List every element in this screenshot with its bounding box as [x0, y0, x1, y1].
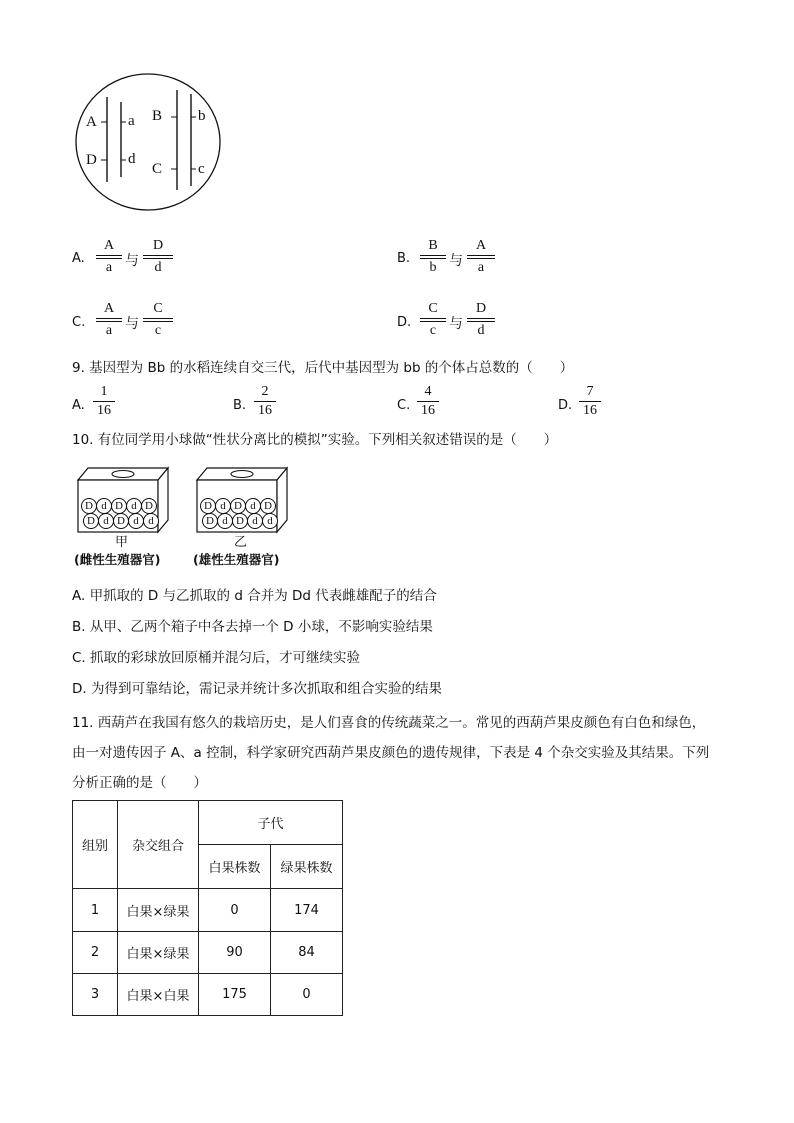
option-letter: D.	[558, 398, 573, 413]
box-jia	[74, 466, 172, 536]
ball-d: d	[245, 498, 261, 514]
allele-c-label: c	[198, 161, 205, 177]
ball-D: D	[83, 513, 99, 529]
numerator: A	[103, 301, 115, 316]
cell-cross: 白果×绿果	[118, 889, 199, 932]
denominator: d	[154, 260, 162, 275]
fraction	[254, 384, 276, 419]
numerator: 1	[100, 384, 108, 399]
ball-d: d	[126, 498, 142, 514]
cell-group: 3	[73, 974, 118, 1016]
q10-option-d[interactable]: D. 为得到可靠结论，需记录并统计多次抓取和组合实验的结果	[72, 681, 442, 697]
fraction	[143, 238, 173, 276]
join-word: 与	[125, 253, 139, 269]
option-letter: A.	[72, 398, 85, 413]
box-jia-name: 甲	[115, 535, 129, 550]
ball-D: D	[260, 498, 276, 514]
numerator: 2	[261, 384, 269, 399]
q10-option-b[interactable]: B. 从甲、乙两个箱子中各去掉一个 D 小球，不影响实验结果	[72, 619, 433, 635]
ball-D: D	[111, 498, 127, 514]
cell-green: 0	[271, 974, 343, 1016]
numerator: A	[103, 238, 115, 253]
join-word: 与	[125, 316, 139, 332]
cell-group: 2	[73, 932, 118, 974]
fraction	[96, 301, 122, 339]
cell-cross: 白果×绿果	[118, 932, 199, 974]
option-letter: B.	[233, 398, 247, 413]
table-row	[73, 932, 343, 974]
option-letter: A.	[72, 251, 85, 266]
question-11-line-1: 11. 西葫芦在我国有悠久的栽培历史，是人们喜食的传统蔬菜之一。常见的西葫芦果皮颜色有白色和绿色，	[72, 715, 706, 731]
denominator: a	[477, 260, 485, 275]
numerator: C	[153, 301, 163, 316]
box-yi-caption: (雄性生殖器官)	[193, 552, 280, 567]
numerator: D	[475, 301, 487, 316]
fraction	[579, 384, 601, 419]
header-offspring: 子代	[199, 801, 343, 845]
denominator: 16	[421, 403, 435, 418]
numerator: C	[428, 301, 438, 316]
denominator: c	[154, 323, 162, 338]
header-group: 组别	[73, 801, 118, 889]
question-9-text: 9. 基因型为 Bb 的水稻连续自交三代，后代中基因型为 bb 的个体占总数的（ ）	[72, 360, 574, 376]
numerator: B	[428, 238, 438, 253]
ball-d: d	[96, 498, 112, 514]
q10-option-a[interactable]: A. 甲抓取的 D 与乙抓取的 d 合并为 Dd 代表雌雄配子的结合	[72, 588, 437, 604]
header-cross: 杂交组合	[118, 801, 199, 889]
denominator: 16	[258, 403, 272, 418]
ball-D: D	[230, 498, 246, 514]
allele-a-label: a	[128, 113, 135, 129]
cell-group: 1	[73, 889, 118, 932]
denominator: 16	[97, 403, 111, 418]
option-letter: C.	[72, 315, 86, 330]
fraction	[420, 301, 446, 339]
cell-white: 90	[199, 932, 271, 974]
allele-b-label: b	[198, 108, 206, 124]
fraction	[420, 238, 446, 276]
fraction	[143, 301, 173, 339]
option-letter: B.	[397, 251, 411, 266]
numerator: D	[152, 238, 164, 253]
numerator: 7	[586, 384, 594, 399]
numerator: 4	[424, 384, 432, 399]
header-green-count: 绿果株数	[271, 845, 343, 889]
header-white-count: 白果株数	[199, 845, 271, 889]
allele-A-label: A	[86, 114, 97, 130]
ball-D: D	[200, 498, 216, 514]
denominator: 16	[583, 403, 597, 418]
ball-D: D	[113, 513, 129, 529]
ball-d: d	[262, 513, 278, 529]
allele-D-label: D	[86, 152, 97, 168]
fraction	[417, 384, 439, 419]
allele-C-label: C	[152, 161, 163, 177]
box-yi	[193, 466, 291, 536]
option-letter: D.	[397, 315, 412, 330]
denominator: c	[429, 323, 437, 338]
fraction	[467, 301, 495, 339]
cell-white: 0	[199, 889, 271, 932]
cell-green: 174	[271, 889, 343, 932]
ball-D: D	[232, 513, 248, 529]
denominator: d	[477, 323, 485, 338]
allele-d-label: d	[128, 151, 136, 167]
question-11-line-3: 分析正确的是（ ）	[72, 775, 207, 791]
q10-option-c[interactable]: C. 抓取的彩球放回原桶并混匀后，才可继续实验	[72, 650, 361, 666]
join-word: 与	[449, 253, 463, 269]
fraction	[467, 238, 495, 276]
denominator: a	[105, 323, 113, 338]
ball-d: d	[128, 513, 144, 529]
ball-D: D	[81, 498, 97, 514]
table-row	[73, 974, 343, 1016]
table-row	[73, 889, 343, 932]
ball-D: D	[141, 498, 157, 514]
ball-d: d	[98, 513, 114, 529]
cell-green: 84	[271, 932, 343, 974]
chromosome-figure	[72, 72, 224, 212]
denominator: b	[429, 260, 437, 275]
box-jia-caption: (雌性生殖器官)	[74, 552, 161, 567]
fraction	[93, 384, 115, 419]
cell-white: 175	[199, 974, 271, 1016]
denominator: a	[105, 260, 113, 275]
box-yi-name: 乙	[234, 535, 248, 550]
ball-d: d	[247, 513, 263, 529]
question-10-text: 10. 有位同学用小球做“性状分离比的模拟”实验。下列相关叙述错误的是（ ）	[72, 432, 558, 448]
fraction	[96, 238, 122, 276]
numerator: A	[475, 238, 487, 253]
question-11-line-2: 由一对遗传因子 A、a 控制，科学家研究西葫芦果皮颜色的遗传规律，下表是 4 个杂交实验及其结果。下列	[72, 745, 710, 761]
join-word: 与	[449, 316, 463, 332]
ball-d: d	[215, 498, 231, 514]
option-letter: C.	[397, 398, 411, 413]
cross-results-table	[72, 800, 343, 1016]
cell-diagram	[72, 72, 224, 212]
ball-d: d	[143, 513, 159, 529]
ball-D: D	[202, 513, 218, 529]
cell-cross: 白果×白果	[118, 974, 199, 1016]
allele-B-label: B	[152, 108, 163, 124]
ball-d: d	[217, 513, 233, 529]
